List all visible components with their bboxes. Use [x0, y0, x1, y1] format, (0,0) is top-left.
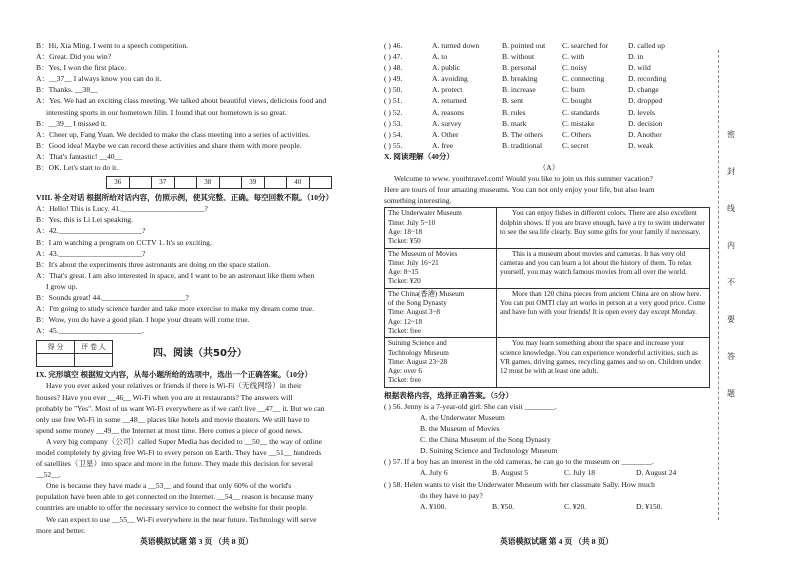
passage-line: One is because they have made a __53__ and found that only 60% of the world's [46, 481, 292, 491]
museum-info-line: Age: 8~15 [388, 268, 419, 277]
option-choice[interactable]: C. standards [562, 107, 600, 117]
option-choice[interactable]: A. turned down [432, 41, 480, 50]
question-option[interactable]: C. July 18 [564, 468, 596, 478]
museum-info-line: Ticket: free [388, 326, 422, 335]
question-number: ( ) 51. [384, 96, 403, 106]
part-title: 四、阅读（共50分） [153, 348, 247, 360]
intro-line: Welcome to www. youthtravel.com! Would you like to join us this summer vacation? [394, 174, 653, 184]
seal-char: 要 [727, 315, 735, 324]
option-choice[interactable]: A. avoiding [432, 74, 468, 84]
passage-line: population have been able to get connected on the Internet. __54__ reason is because many [36, 492, 314, 502]
seal-char: 内 [727, 241, 735, 250]
option-choice[interactable]: B. The others [502, 129, 543, 139]
option-choice[interactable]: B. without [502, 52, 535, 62]
right-page [384, 0, 714, 561]
option-choice[interactable]: D. change [628, 85, 659, 95]
score-label: 得 分 [37, 341, 75, 353]
question-option[interactable]: B. the Museum of Movies [420, 424, 500, 434]
question-option[interactable]: A. July 6 [420, 468, 448, 478]
answer-box-blank[interactable] [175, 177, 198, 188]
question-number: ( ) 52. [384, 107, 403, 117]
passage-line: countries are unable to offer the necessary service to connect the website for their people. [36, 503, 308, 513]
passage-line: Have you ever asked your relatives or friends if there is Wi-Fi（无线网络）in their [46, 381, 302, 391]
option-row [384, 107, 714, 118]
intro-line: Here are tours of four amazing museums. You can not only enjoy your life, but also learn [384, 185, 655, 195]
museum-info-line: of the Song Dynasty [388, 299, 447, 308]
option-choice[interactable]: D. recording [628, 74, 667, 84]
question: ( ) 57. If a boy has an interest in the old cameras, he can go to the museum on ________. [384, 457, 654, 467]
passage-label: （A） [538, 163, 560, 173]
question-options-row [384, 467, 714, 478]
passage-line: A very big company（公司）called Super Media has decided to __50__ the way of online [46, 436, 323, 446]
option-row [384, 62, 714, 73]
seal-char: 线 [727, 204, 735, 213]
question-option[interactable]: A. ¥100. [420, 501, 447, 511]
dialogue-line: I grow up. [46, 281, 78, 291]
dialogue-line: A：__37__ I always know you can do it. [36, 74, 162, 84]
museum-info-line: Age: 12~18 [388, 317, 423, 326]
option-choice[interactable]: A. returned [432, 96, 467, 106]
museum-info [385, 248, 497, 288]
dialogue-line: B：It's about the experiments three astronauts are doing on the space station. [36, 259, 271, 269]
question-option[interactable]: C. ¥20. [564, 501, 587, 511]
page-footer-right: 英语模拟试题 第 4 页 （共 8 页） [500, 537, 614, 546]
option-choice[interactable]: D. levels [628, 107, 655, 117]
museum-info-line: Time: August 23~28 [388, 357, 448, 366]
museum-info-line: The Underwater Museum [388, 209, 462, 218]
option-row [384, 73, 714, 84]
option-row [384, 140, 714, 151]
answer-box[interactable]: 37 [152, 177, 175, 188]
question-cont: do they have to pay? [420, 490, 483, 500]
intro-line: something interesting. [384, 196, 452, 206]
museum-info-line: The China(香港) Museum [388, 289, 465, 298]
museum-description: You can enjoy fishes in different colors. There are also excellent dolphin shows. If you are brave enough, have a try to swim underwater to see the sea life clearly. Buy some gifts for your family if necessary. [497, 208, 710, 248]
option-choice[interactable]: D. Another [628, 129, 662, 139]
answer-box[interactable]: 36 [107, 177, 130, 188]
question-number: ( ) 50. [384, 85, 403, 95]
dialogue-line: A：Cheer up, Fang Yuan. We decided to make the class meeting into a series of activities. [36, 129, 310, 139]
option-choice[interactable]: C. noisy [562, 63, 588, 73]
option-choice[interactable]: A. to [432, 52, 448, 62]
dialogue-line: interesting sports in our hometown Jilin. I found that our hometown is so great. [46, 107, 287, 117]
museum-description: More than 120 china pieces from ancient China are on show here. You can put OMTI clay art works in person at a very good price. Come and have fun with your friends! It is open every day except Monday. [497, 288, 710, 337]
dialogue-line: A：I'm going to study science harder and take more exercise to make my dream come true. [36, 304, 315, 314]
museum-info-line: Technology Museum [388, 348, 449, 357]
question-option[interactable]: D. Suining Science and Technology Museum [420, 446, 558, 456]
dialogue-line: B：Sounds great! 44.______________________? [36, 292, 189, 302]
seal-char: 不 [727, 278, 735, 287]
passage-line: only use free Wi-Fi in some __48__ places like hotels and movie theaters. We still have to [36, 414, 310, 424]
passage-line: spend some money __49__ the Internet at most time. Here comes a piece of good news. [36, 425, 303, 435]
option-choice[interactable]: B. personal [502, 63, 537, 73]
museum-info-line: Time: August 3~8 [388, 308, 440, 317]
passage-line: probably be "Yes". Most of us want Wi-Fi everywhere as if we can't live __47__ it. But we can [36, 403, 325, 413]
grader-cell[interactable] [75, 354, 112, 366]
option-choice[interactable]: C. secret [562, 140, 589, 150]
dialogue-line: A：42.______________________? [36, 226, 146, 236]
question-number: ( ) 48. [384, 63, 403, 73]
option-choice[interactable]: B. mark [502, 118, 527, 128]
question-option[interactable]: B. ¥50. [492, 501, 515, 511]
answer-box-blank[interactable] [310, 177, 332, 188]
section-title: VIII. 补全对话 根据所给对话内容，仿照示例，使其完整、正确。每空回数不限。（10分） [36, 193, 334, 203]
museum-description: This is a museum about movies and cameras. It has very old cameras and you can learn a lot about the history of them. To relax yourself, you may watch famous movies from all over the world. [497, 248, 710, 288]
left-page [36, 0, 366, 561]
option-choice[interactable]: C. burn [562, 85, 585, 95]
answer-box-blank[interactable] [265, 177, 288, 188]
option-choice[interactable]: A. survey [432, 118, 462, 128]
grader-label: 评 卷 人 [81, 343, 106, 352]
museum-info-line: Age: 18~18 [388, 228, 423, 236]
museum-info-line: Age: over 6 [388, 367, 422, 376]
dialogue-line: B：Hi, Xia Ming. I went to a speech competition. [36, 41, 189, 50]
option-row [384, 51, 714, 62]
museum-description: You may learn something about the space and increase your science knowledge. You can experience wonderful activities, such as VR games, driving games, recycling games and so on. Children under 12 must be with at least one adult. [497, 338, 710, 387]
museum-info-line: Ticket: ¥50 [388, 237, 421, 246]
option-choice[interactable]: B. traditional [502, 140, 543, 150]
seal-char: 题 [727, 389, 735, 398]
passage-line: more and better. [36, 525, 86, 535]
passage-line: __52__. [36, 470, 61, 480]
question-number: ( ) 54. [384, 129, 403, 139]
seal-line-text [724, 130, 738, 426]
dialogue-line: A：That's fantastic! __40__ [36, 151, 123, 161]
option-choice[interactable]: C. searched for [562, 41, 609, 50]
option-choice[interactable]: C. bought [562, 96, 592, 106]
section-title: IX. 完形填空 根据短文内容，从每小题所给的选项中，选出一个正确答案。（10分） [36, 370, 313, 380]
answer-box-row [106, 176, 332, 189]
seal-char: 密 [727, 130, 735, 139]
option-choice[interactable]: B. pointed out [502, 41, 546, 50]
museum-info-line: Ticket: free [388, 376, 422, 385]
dialogue-line: A：43.______________________? [36, 248, 146, 258]
museum-info [385, 208, 497, 248]
dialogue-line: B：Yes, I won the first place. [36, 63, 127, 73]
question-number: ( ) 49. [384, 74, 403, 84]
option-choice[interactable]: C. connecting [562, 74, 605, 84]
museum-info-line: Ticket: ¥20 [388, 277, 421, 286]
museum-info [385, 338, 497, 387]
dialogue-line: B：Thanks. __38__ [36, 85, 98, 95]
passage-line: of satellites（卫星）into space and more in the future. They made this decision for several [36, 459, 313, 469]
options-list [384, 40, 714, 151]
question-options-row [384, 501, 714, 512]
option-choice[interactable]: C. with [562, 52, 585, 62]
dialogue-line: B：Yes, this is Li Lei speaking. [36, 215, 133, 225]
passage-line: houses? Have you ever __46__ Wi-Fi when you are at restaurants? The answers will [36, 392, 293, 402]
option-choice[interactable]: B. sent [502, 96, 524, 106]
dialogue-line: B：I am watching a program on CCTV 1. It's so exciting. [36, 237, 212, 247]
museum-info-line: Time: July 16~21 [388, 258, 439, 267]
passage-line: We can expect to use __55__ Wi-Fi everywhere in the near future. Technology will serve [46, 514, 317, 524]
page-footer-left: 英语模拟试题 第 3 页 （共 8 页） [140, 537, 254, 546]
dialogue-line: B：Wow, you do have a good plan. I hope your dream will come true. [36, 315, 250, 325]
dialogue-line: A：45.______________________. [36, 326, 144, 336]
museum-info-line: Time: July 5~10 [388, 218, 436, 227]
score-cell[interactable] [37, 354, 75, 366]
museum-row [385, 288, 710, 337]
question-option[interactable]: B. August 5 [492, 468, 529, 478]
option-choice[interactable]: A. reasons [432, 107, 465, 117]
score-table [36, 340, 113, 367]
option-choice[interactable]: B. increase [502, 85, 536, 95]
dialogue-line: A：That's great. I am also interested in space, and I want to be an astronaut like them when [36, 270, 315, 280]
answer-box-blank[interactable] [220, 177, 243, 188]
option-row [384, 95, 714, 106]
option-choice[interactable]: D. in [628, 52, 644, 62]
question-number: ( ) 55. [384, 140, 403, 150]
dialogue-line: A：Hello! This is Lucy. 41.______________________? [36, 204, 208, 214]
museum-info-line: Suining Science and [388, 339, 447, 348]
museum-row [385, 208, 710, 248]
option-choice[interactable]: D. weak [628, 140, 654, 150]
question-option[interactable]: C. the China Museum of the Song Dynasty [420, 435, 551, 445]
passage-line: model completely by giving free Wi-Fi to every person on Earth. They have __51__ hundreds [36, 448, 322, 457]
option-row [384, 84, 714, 95]
answer-box[interactable]: 38 [197, 177, 220, 188]
option-choice[interactable]: D. decision [628, 118, 663, 128]
option-choice[interactable]: A. free [432, 140, 454, 150]
dialogue-line: B：__39__ I missed it. [36, 118, 107, 128]
option-row [384, 129, 714, 140]
question-option[interactable]: A. the Underwater Museum [420, 412, 505, 422]
question: ( ) 56. Jenny is a 7-year-old girl. She can visit ________. [384, 401, 557, 411]
option-choice[interactable]: D. dropped [628, 96, 663, 106]
score-area [36, 340, 366, 367]
question-number: ( ) 53. [384, 118, 403, 128]
question-number: ( ) 46. [384, 41, 403, 50]
option-row [384, 40, 714, 51]
answer-box[interactable]: 40 [287, 177, 310, 188]
dialogue-line: A：Great. Did you win? [36, 52, 112, 62]
option-row [384, 118, 714, 129]
seal-char: 答 [727, 352, 735, 361]
museum-row [385, 248, 710, 288]
answer-box-blank[interactable] [130, 177, 153, 188]
option-choice[interactable]: C. Others [562, 129, 592, 139]
answer-box[interactable]: 39 [242, 177, 265, 188]
question-option[interactable]: D. ¥150. [636, 501, 663, 511]
museum-info [385, 288, 497, 337]
task-title: 根据表格内容，选择正确答案。（5分） [384, 390, 514, 400]
dialogue-line: B：Good idea! Maybe we can record these activities and share them with more people. [36, 140, 302, 150]
question: ( ) 58. Helen wants to visit the Underwater Museum with her classmate Sally. How much [384, 479, 655, 489]
option-choice[interactable]: C. mistake [562, 118, 595, 128]
option-choice[interactable]: A. protect [432, 85, 463, 95]
section-title: X. 阅读理解（40分） [384, 151, 455, 161]
option-choice[interactable]: D. wild [628, 63, 651, 73]
option-choice[interactable]: D. called up [628, 41, 665, 50]
option-choice[interactable]: A. public [432, 63, 461, 73]
question-number: ( ) 47. [384, 52, 403, 62]
option-choice[interactable]: B. breaking [502, 74, 538, 84]
museum-row [385, 338, 710, 387]
option-choice[interactable]: B. rules [502, 107, 526, 117]
question-option[interactable]: D. August 24 [636, 468, 677, 478]
dialogue-line: B：OK. Let's start to do it. [36, 163, 119, 173]
option-choice[interactable]: A. Other [432, 129, 459, 139]
museum-info-line: The Museum of Movies [388, 249, 458, 258]
dialogue-line: A：Yes. We had an exciting class meeting. We talked about beautiful views, delicious food and [36, 96, 327, 106]
museum-table [384, 207, 710, 387]
seal-char: 封 [727, 167, 735, 176]
seal-line [718, 50, 719, 520]
